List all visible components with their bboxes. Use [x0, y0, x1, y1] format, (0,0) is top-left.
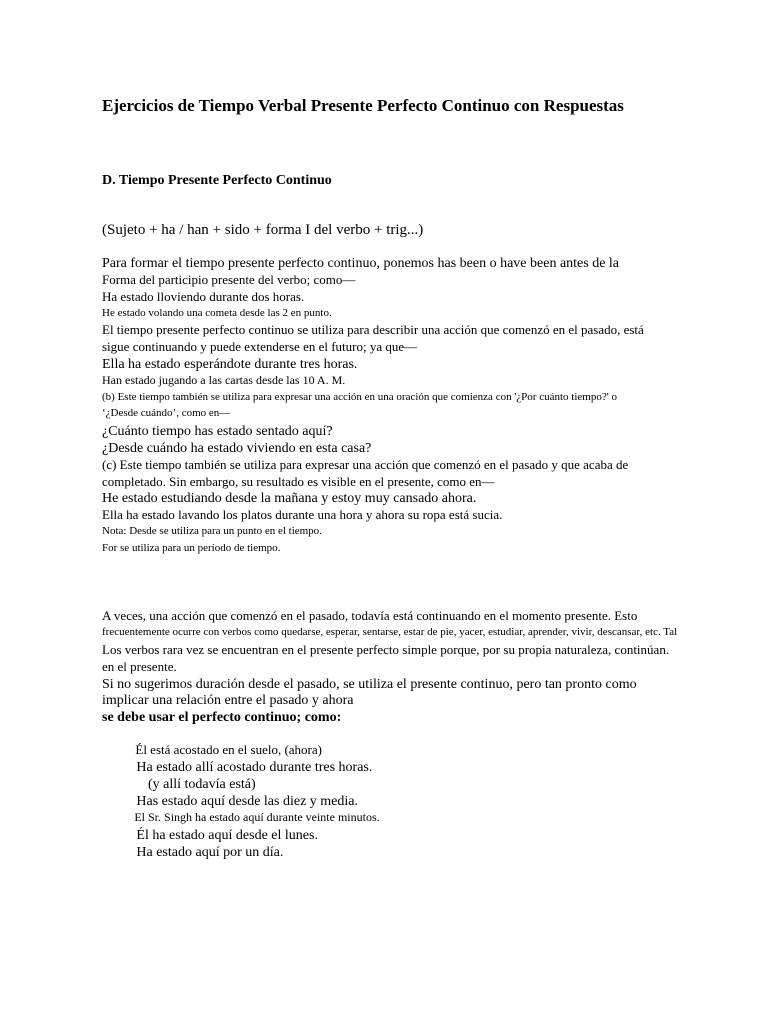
- section-heading: D. Tiempo Presente Perfecto Continuo: [102, 173, 332, 188]
- bullet-glyph: [122, 742, 132, 757]
- note-line: For se utiliza para un período de tiempo.: [102, 542, 281, 554]
- paragraph-line: sigue continuando y puede extenderse en el futuro; ya que—: [102, 339, 418, 354]
- bullet-item: [122, 811, 380, 825]
- bullet-text: Has estado aquí desde las diez y media.: [122, 794, 344, 809]
- bullet-glyph: [122, 810, 131, 824]
- paragraph-line: Si no sugerimos duración desde el pasado, se utiliza el presente continuo, pero tan pronto como: [102, 677, 637, 692]
- example-line: Ha estado lloviendo durante dos horas.: [102, 289, 305, 304]
- paragraph-line: A veces, una acción que comenzó en el pasado, todavía está continuando en el momento presente. Esto: [102, 608, 638, 623]
- bullet-continuation: (y allí todavía está): [148, 777, 256, 792]
- paragraph-line: Los verbos rara vez se encuentran en el presente perfecto simple porque, por su propia naturaleza, continúan.: [102, 642, 670, 657]
- paragraph-line: frecuentemente ocurre con verbos como quedarse, esperar, sentarse, estar de pie, yacer, estudiar, aprender, vivir, descansar, etc. Tal: [102, 626, 678, 638]
- paragraph-line: Para formar el tiempo presente perfecto continuo, ponemos has been o have been antes de la: [102, 256, 620, 271]
- note-line: Nota: Desde se utiliza para un punto en el tiempo.: [102, 525, 322, 537]
- example-line: He estado volando una cometa desde las 2 en punto.: [102, 307, 332, 319]
- bullet-item: [122, 845, 283, 861]
- example-line: ¿Cuánto tiempo has estado sentado aquí?: [102, 424, 333, 439]
- bullet-text: Ha estado aquí por un día.: [122, 845, 269, 860]
- paragraph-line: en el presente.: [102, 659, 177, 674]
- paragraph-line: (c) Este tiempo también se utiliza para expresar una acción que comenzó en el pasado y que acaba de: [102, 457, 629, 472]
- paragraph-line: implicar una relación entre el pasado y ahora: [102, 693, 354, 708]
- bullet-glyph: [122, 845, 133, 860]
- bullet-text: Él está acostado en el suelo, (ahora): [122, 742, 309, 757]
- formula-text: (Sujeto + ha / han + sido + forma I del verbo + trig...): [102, 222, 424, 238]
- paragraph-line: (b) Este tiempo también se utiliza para expresar una acción en una oración que comienza con '¿Por cuánto tiempo?' o: [102, 391, 617, 403]
- example-line: ¿Desde cuándo ha estado viviendo en esta casa?: [102, 441, 372, 456]
- paragraph-line-bold: se debe usar el perfecto continuo; como:: [102, 710, 342, 725]
- bullet-item: [122, 794, 358, 810]
- bullet-item: [122, 760, 372, 776]
- paragraph-line: Forma del participio presente del verbo; como—: [102, 272, 356, 287]
- bullet-item: [122, 828, 318, 844]
- paragraph-line: ‘¿Desde cuándo’, como en—: [102, 407, 231, 419]
- paragraph-line: El tiempo presente perfecto continuo se utiliza para describir una acción que comenzó en el pasado, está: [102, 322, 644, 337]
- example-line: He estado estudiando desde la mañana y estoy muy cansado ahora.: [102, 491, 477, 506]
- bullet-item: [122, 743, 322, 758]
- bullet-text: El Sr. Singh ha estado aquí durante veinte minutos.: [122, 810, 368, 824]
- bullet-text: Ha estado allí acostado durante tres horas.: [122, 760, 358, 775]
- bullet-glyph: [122, 828, 133, 843]
- example-line: Ella ha estado lavando los platos durante una hora y ahora su ropa está sucia.: [102, 507, 503, 522]
- paragraph-line: completado. Sin embargo, su resultado es visible en el presente, como en—: [102, 474, 495, 489]
- example-line: Ella ha estado esperándote durante tres horas.: [102, 357, 358, 372]
- bullet-glyph: [122, 760, 133, 775]
- page-title: Ejercicios de Tiempo Verbal Presente Perfecto Continuo con Respuestas: [102, 96, 624, 115]
- bullet-text: Él ha estado aquí desde el lunes.: [122, 828, 304, 843]
- bullet-glyph: [122, 794, 133, 809]
- example-line: Han estado jugando a las cartas desde las 10 A. M.: [102, 373, 346, 387]
